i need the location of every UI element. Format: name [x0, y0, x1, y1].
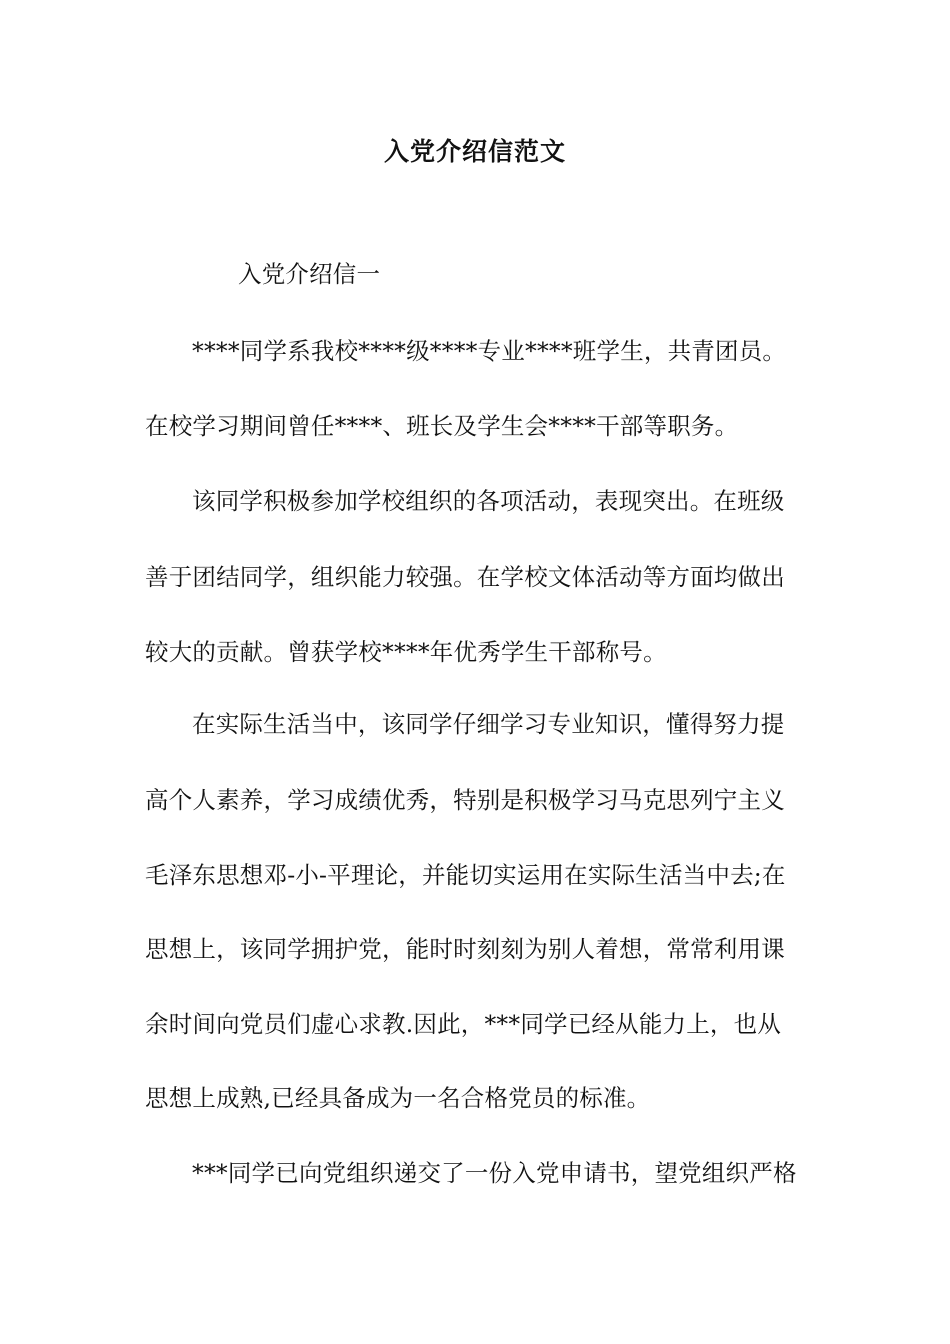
paragraph-line: 该同学积极参加学校组织的各项活动，表现突出。在班级 [192, 487, 785, 515]
paragraph-line: ****同学系我校****级****专业****班学生，共青团员。 [192, 337, 787, 365]
section-heading: 入党介绍信一 [238, 260, 381, 288]
paragraph-line: 毛泽东思想邓-小-平理论，并能切实运用在实际生活当中去;在 [145, 861, 786, 889]
paragraph-line: 在实际生活当中，该同学仔细学习专业知识，懂得努力提 [192, 710, 785, 738]
paragraph-line: 善于团结同学，组织能力较强。在学校文体活动等方面均做出 [145, 563, 785, 591]
paragraph-line: 余时间向党员们虚心求教.因此，***同学已经从能力上，也从 [145, 1010, 782, 1038]
paragraph-line: 思想上，该同学拥护党，能时时刻刻为别人着想，常常利用课 [145, 935, 785, 963]
paragraph-line: 较大的贡献。曾获学校****年优秀学生干部称号。 [145, 638, 667, 666]
paragraph-line: 在校学习期间曾任****、班长及学生会****干部等职务。 [145, 412, 739, 440]
paragraph-line: ***同学已向党组织递交了一份入党申请书，望党组织严格 [192, 1159, 797, 1187]
paragraph-line: 高个人素养，学习成绩优秀，特别是积极学习马克思列宁主义 [145, 786, 785, 814]
paragraph-line: 思想上成熟,已经具备成为一名合格党员的标准。 [145, 1084, 651, 1112]
document-title: 入党介绍信范文 [383, 137, 566, 166]
